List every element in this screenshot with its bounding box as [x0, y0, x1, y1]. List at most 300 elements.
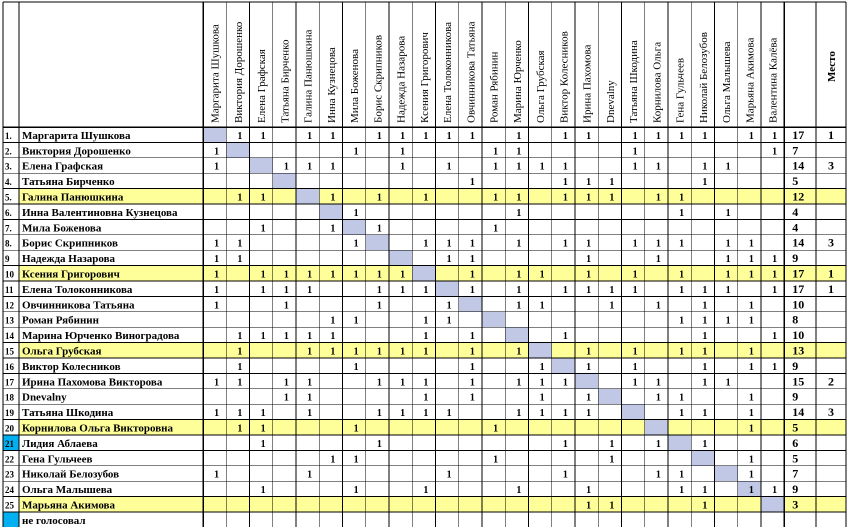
row-number: 22	[5, 454, 14, 465]
vote-mark: 1	[539, 300, 545, 312]
vote-mark: 1	[237, 408, 243, 420]
vote-mark: 1	[423, 238, 429, 250]
diagonal-cell	[319, 204, 342, 219]
vote-mark: 1	[423, 408, 429, 420]
vote-mark: 1	[539, 408, 545, 420]
vote-mark: 1	[702, 346, 708, 358]
vote-mark: 1	[702, 300, 708, 312]
vote-total: 8	[792, 312, 799, 327]
vote-mark: 1	[307, 392, 313, 404]
row-number: 1.	[5, 130, 12, 141]
vote-mark: 1	[562, 469, 568, 481]
vote-mark: 1	[516, 161, 522, 173]
vote-mark: 1	[679, 238, 685, 250]
vote-mark: 1	[237, 192, 243, 204]
vote-mark: 1	[353, 361, 359, 373]
vote-mark: 1	[237, 361, 243, 373]
vote-mark: 1	[469, 346, 475, 358]
vote-mark: 1	[446, 315, 452, 327]
vote-total: 5	[792, 174, 799, 189]
vote-mark: 1	[493, 146, 499, 158]
vote-mark: 1	[772, 130, 778, 142]
highlight-row-fill	[19, 497, 846, 512]
vote-mark: 1	[214, 469, 220, 481]
vote-mark: 1	[283, 300, 289, 312]
vote-mark: 1	[748, 300, 754, 312]
vote-mark: 1	[679, 392, 685, 404]
participant-name: Гена Гульчеев	[22, 453, 93, 466]
vote-mark: 1	[562, 284, 568, 296]
vote-mark: 1	[423, 315, 429, 327]
column-header: Ольга Грубская	[535, 50, 548, 123]
participant-name: Роман Рябинин	[22, 314, 99, 327]
vote-mark: 1	[493, 423, 499, 435]
vote-mark: 1	[214, 269, 220, 281]
diagonal-cell	[691, 450, 714, 465]
vote-mark: 1	[400, 346, 406, 358]
vote-total: 6	[792, 435, 799, 450]
row-number: 8.	[5, 238, 12, 249]
column-header: Надежда Назарова	[395, 35, 408, 123]
participant-name: Марьяна Акимова	[22, 499, 115, 512]
vote-mark: 1	[702, 500, 708, 512]
vote-mark: 1	[423, 485, 429, 497]
vote-mark: 1	[586, 500, 592, 512]
participant-name: Елена Толоконникова	[22, 283, 133, 296]
vote-mark: 1	[632, 377, 638, 389]
participant-name: Ирина Пахомова Викторова	[22, 376, 163, 389]
vote-total: 17	[792, 266, 805, 281]
vote-total: 5	[792, 420, 799, 435]
vote-total: 3	[792, 497, 799, 512]
vote-mark: 1	[260, 438, 266, 450]
row-number: 15	[5, 346, 14, 357]
vote-mark: 1	[655, 392, 661, 404]
vote-mark: 1	[748, 454, 754, 466]
vote-mark: 1	[353, 146, 359, 158]
vote-mark: 1	[772, 284, 778, 296]
vote-mark: 1	[586, 130, 592, 142]
vote-total: 12	[792, 189, 805, 204]
vote-mark: 1	[702, 361, 708, 373]
vote-total: 9	[792, 251, 799, 266]
column-header: Марина Юрченко	[511, 40, 524, 123]
vote-mark: 1	[725, 254, 731, 266]
participant-name: Галина Панюшкина	[22, 191, 124, 204]
vote-mark: 1	[283, 161, 289, 173]
vote-mark: 1	[493, 192, 499, 204]
vote-mark: 1	[562, 130, 568, 142]
vote-mark: 1	[562, 177, 568, 189]
vote-mark: 1	[609, 454, 615, 466]
row-number: 14	[5, 331, 14, 342]
row-number: 17	[5, 377, 14, 388]
vote-mark: 1	[748, 361, 754, 373]
row-number: 3.	[5, 161, 12, 172]
vote-mark: 1	[748, 238, 754, 250]
vote-mark: 1	[400, 269, 406, 281]
vote-mark: 1	[400, 284, 406, 296]
vote-mark: 1	[702, 130, 708, 142]
column-header: Николай Белозубов	[697, 32, 710, 123]
vote-total: 9	[792, 358, 799, 373]
vote-mark: 1	[562, 377, 568, 389]
vote-mark: 1	[446, 408, 452, 420]
highlight-row-fill	[19, 189, 846, 204]
vote-mark: 1	[423, 284, 429, 296]
vote-mark: 1	[376, 438, 382, 450]
vote-mark: 1	[330, 454, 336, 466]
vote-mark: 1	[586, 361, 592, 373]
participant-name: Виктория Дорошенко	[22, 145, 131, 158]
vote-mark: 1	[237, 254, 243, 266]
participant-name: Елена Графская	[22, 160, 104, 173]
vote-mark: 1	[562, 192, 568, 204]
vote-mark: 1	[330, 130, 336, 142]
column-header: Ирина Пахомова	[581, 44, 594, 123]
vote-mark: 1	[632, 238, 638, 250]
vote-mark: 1	[516, 269, 522, 281]
vote-mark: 1	[539, 361, 545, 373]
vote-mark: 1	[772, 485, 778, 497]
row-number: 16	[5, 361, 14, 372]
vote-mark: 1	[353, 454, 359, 466]
vote-mark: 1	[655, 469, 661, 481]
diagonal-cell	[343, 219, 366, 234]
highlight-row-fill	[19, 343, 846, 358]
participant-name: Маргарита Шушкова	[22, 129, 131, 142]
column-header: Елена Графская	[256, 49, 269, 123]
row-number: 24	[5, 485, 14, 496]
vote-mark: 1	[423, 377, 429, 389]
participant-name: Татьяна Шкодина	[22, 407, 114, 420]
place-column-header: Место	[826, 51, 838, 82]
participant-name: Надежда Назарова	[22, 253, 116, 266]
participant-name: Мила Боженова	[22, 222, 102, 235]
vote-mark: 1	[469, 392, 475, 404]
row-number: 21	[5, 438, 14, 449]
vote-mark: 1	[725, 207, 731, 219]
vote-mark: 1	[330, 192, 336, 204]
vote-mark: 1	[376, 269, 382, 281]
vote-mark: 1	[260, 423, 266, 435]
vote-mark: 1	[260, 223, 266, 235]
vote-mark: 1	[679, 130, 685, 142]
vote-mark: 1	[655, 300, 661, 312]
column-header: Инна Кузнецова	[325, 47, 338, 123]
vote-mark: 1	[632, 269, 638, 281]
row-number: 23	[5, 469, 14, 480]
vote-mark: 1	[237, 377, 243, 389]
vote-total: 4	[792, 220, 799, 235]
vote-mark: 1	[307, 130, 313, 142]
vote-mark: 1	[586, 238, 592, 250]
vote-mark: 1	[283, 331, 289, 343]
vote-mark: 1	[702, 408, 708, 420]
vote-mark: 1	[725, 238, 731, 250]
vote-mark: 1	[679, 192, 685, 204]
vote-mark: 1	[330, 161, 336, 173]
vote-mark: 1	[260, 284, 266, 296]
column-header: Мила Боженова	[349, 49, 362, 123]
diagonal-cell	[459, 296, 482, 311]
vote-total: 4	[792, 204, 799, 219]
vote-mark: 1	[609, 192, 615, 204]
place-value: 3	[828, 235, 834, 250]
diagonal-cell	[552, 358, 575, 373]
vote-total: 14	[792, 158, 805, 173]
vote-mark: 1	[400, 408, 406, 420]
vote-mark: 1	[214, 408, 220, 420]
column-header: Овчинникова Татьяна	[465, 21, 478, 123]
vote-mark: 1	[516, 192, 522, 204]
diagonal-cell	[273, 173, 296, 188]
vote-mark: 1	[725, 315, 731, 327]
vote-total: 14	[792, 235, 805, 250]
vote-mark: 1	[283, 284, 289, 296]
vote-mark: 1	[260, 192, 266, 204]
row-number: 2.	[5, 146, 12, 157]
vote-mark: 1	[214, 238, 220, 250]
vote-mark: 1	[307, 408, 313, 420]
diagonal-cell	[366, 235, 389, 250]
vote-mark: 1	[469, 361, 475, 373]
vote-mark: 1	[376, 130, 382, 142]
row-number: 4.	[5, 177, 12, 188]
column-header: Dnevalny	[604, 80, 617, 123]
vote-mark: 1	[307, 161, 313, 173]
vote-mark: 1	[748, 254, 754, 266]
vote-mark: 1	[562, 161, 568, 173]
vote-total: 10	[792, 328, 805, 343]
vote-mark: 1	[539, 392, 545, 404]
vote-mark: 1	[446, 130, 452, 142]
participant-name: Ольга Грубская	[22, 345, 102, 358]
place-value: 1	[828, 127, 834, 142]
column-header: Татьяна Бирченко	[279, 39, 292, 123]
vote-mark: 1	[469, 284, 475, 296]
column-header: Ольга Малышева	[721, 41, 734, 123]
vote-mark: 1	[562, 238, 568, 250]
vote-mark: 1	[446, 300, 452, 312]
participant-name: Татьяна Бирченко	[22, 176, 115, 189]
vote-mark: 1	[655, 130, 661, 142]
vote-mark: 1	[679, 269, 685, 281]
participant-name: Ольга Малышева	[22, 484, 113, 497]
vote-mark: 1	[516, 146, 522, 158]
vote-mark: 1	[679, 346, 685, 358]
vote-mark: 1	[307, 331, 313, 343]
vote-mark: 1	[679, 469, 685, 481]
vote-mark: 1	[748, 392, 754, 404]
vote-mark: 1	[679, 207, 685, 219]
participant-name: Корнилова Ольга Викторовна	[22, 422, 173, 435]
vote-mark: 1	[725, 284, 731, 296]
vote-mark: 1	[702, 485, 708, 497]
vote-mark: 1	[260, 331, 266, 343]
row-number: 12	[5, 300, 14, 311]
vote-mark: 1	[376, 377, 382, 389]
vote-mark: 1	[609, 500, 615, 512]
vote-mark: 1	[516, 238, 522, 250]
vote-mark: 1	[469, 177, 475, 189]
participant-name: Борис Скрипников	[22, 237, 118, 250]
diagonal-cell	[482, 312, 505, 327]
column-header: Виктор Колесников	[558, 31, 571, 123]
vote-mark: 1	[469, 377, 475, 389]
vote-mark: 1	[469, 130, 475, 142]
vote-total: 15	[792, 374, 805, 389]
diagonal-cell	[505, 327, 528, 342]
vote-mark: 1	[609, 300, 615, 312]
vote-mark: 1	[469, 254, 475, 266]
vote-mark: 1	[655, 238, 661, 250]
vote-mark: 1	[679, 315, 685, 327]
vote-mark: 1	[702, 377, 708, 389]
vote-mark: 1	[446, 254, 452, 266]
column-header: Ксения Григорович	[418, 32, 431, 123]
vote-mark: 1	[376, 300, 382, 312]
column-header: Борис Скрипников	[372, 34, 385, 123]
diagonal-cell	[389, 250, 412, 265]
column-header: Роман Рябинин	[488, 51, 501, 123]
vote-mark: 1	[237, 238, 243, 250]
row-number: 7.	[5, 223, 12, 234]
participant-name: Овчинникова Татьяна	[22, 299, 135, 312]
participant-name: Марина Юрченко Виноградова	[22, 330, 180, 343]
vote-mark: 1	[609, 177, 615, 189]
vote-mark: 1	[353, 269, 359, 281]
vote-mark: 1	[748, 408, 754, 420]
vote-mark: 1	[655, 192, 661, 204]
vote-mark: 1	[214, 146, 220, 158]
vote-mark: 1	[330, 346, 336, 358]
vote-mark: 1	[214, 300, 220, 312]
vote-total: 9	[792, 389, 799, 404]
vote-mark: 1	[307, 346, 313, 358]
vote-mark: 1	[516, 130, 522, 142]
vote-mark: 1	[586, 192, 592, 204]
vote-mark: 1	[353, 485, 359, 497]
vote-mark: 1	[376, 346, 382, 358]
vote-mark: 1	[562, 438, 568, 450]
vote-mark: 1	[446, 238, 452, 250]
vote-mark: 1	[469, 269, 475, 281]
column-header: Галина Панюшкина	[302, 29, 315, 123]
participant-name: Виктор Колесников	[22, 360, 121, 373]
vote-mark: 1	[493, 223, 499, 235]
vote-mark: 1	[702, 438, 708, 450]
column-header: Марьяна Акимова	[744, 37, 757, 123]
vote-mark: 1	[516, 300, 522, 312]
row-number: 9	[5, 254, 10, 265]
row-number: 10	[5, 269, 14, 280]
vote-mark: 1	[307, 469, 313, 481]
vote-mark: 1	[376, 408, 382, 420]
vote-mark: 1	[632, 161, 638, 173]
vote-mark: 1	[446, 161, 452, 173]
diagonal-cell	[412, 266, 435, 281]
vote-mark: 1	[307, 284, 313, 296]
vote-total: 7	[792, 466, 799, 481]
column-header: Татьяна Шкодина	[628, 40, 641, 123]
vote-total: 14	[792, 405, 805, 420]
vote-mark: 1	[772, 146, 778, 158]
vote-mark: 1	[353, 315, 359, 327]
vote-mark: 1	[423, 192, 429, 204]
vote-total: 13	[792, 343, 805, 358]
vote-mark: 1	[260, 408, 266, 420]
column-header: Маргарита Шушкова	[209, 24, 222, 123]
vote-mark: 1	[655, 377, 661, 389]
participant-name: Dnevalny	[22, 391, 67, 404]
vote-mark: 1	[586, 408, 592, 420]
vote-mark: 1	[586, 346, 592, 358]
vote-mark: 1	[516, 284, 522, 296]
vote-mark: 1	[725, 377, 731, 389]
vote-mark: 1	[330, 223, 336, 235]
vote-mark: 1	[586, 485, 592, 497]
diagonal-cell	[529, 343, 552, 358]
vote-mark: 1	[632, 284, 638, 296]
vote-mark: 1	[748, 485, 754, 497]
column-header: Гена Гульчеев	[674, 57, 687, 123]
vote-mark: 1	[516, 207, 522, 219]
vote-mark: 1	[214, 284, 220, 296]
vote-mark: 1	[748, 130, 754, 142]
vote-mark: 1	[702, 315, 708, 327]
row-number: 19	[5, 408, 14, 419]
legend-label: не голосовал	[22, 514, 86, 527]
vote-mark: 1	[330, 269, 336, 281]
column-header: Виктория Дорошенко	[232, 21, 245, 123]
vote-total: 5	[792, 451, 799, 466]
vote-mark: 1	[516, 408, 522, 420]
vote-mark: 1	[493, 161, 499, 173]
vote-mark: 1	[609, 438, 615, 450]
vote-mark: 1	[632, 130, 638, 142]
row-number: 5.	[5, 192, 12, 203]
vote-mark: 1	[400, 130, 406, 142]
vote-mark: 1	[539, 377, 545, 389]
diagonal-cell	[598, 389, 621, 404]
vote-mark: 1	[353, 238, 359, 250]
vote-mark: 1	[469, 238, 475, 250]
vote-mark: 1	[423, 130, 429, 142]
diagonal-cell	[296, 189, 319, 204]
diagonal-cell	[203, 127, 226, 142]
vote-mark: 1	[516, 377, 522, 389]
vote-mark: 1	[748, 269, 754, 281]
vote-total: 17	[792, 127, 805, 142]
row-number: 18	[5, 392, 14, 403]
vote-mark: 1	[353, 207, 359, 219]
vote-mark: 1	[237, 423, 243, 435]
vote-total: 9	[792, 482, 799, 497]
vote-mark: 1	[400, 377, 406, 389]
column-header: Валентина Калёва	[767, 37, 780, 123]
vote-mark: 1	[423, 331, 429, 343]
vote-mark: 1	[632, 361, 638, 373]
vote-total: 7	[792, 143, 799, 158]
diagonal-cell	[436, 281, 459, 296]
participant-name: Николай Белозубов	[22, 468, 120, 481]
legend-swatch	[3, 512, 19, 527]
column-header: Елена Толоконникова	[442, 21, 455, 123]
vote-mark: 1	[516, 485, 522, 497]
diagonal-cell	[668, 435, 691, 450]
row-number: 13	[5, 315, 14, 326]
